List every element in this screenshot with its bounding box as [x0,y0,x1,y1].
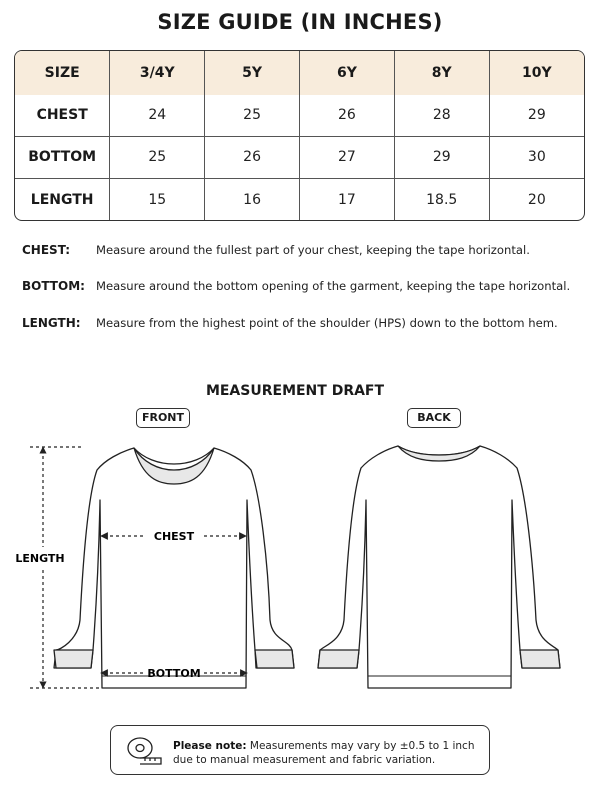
table-cell: 20 [489,179,584,220]
size-header-row [15,51,584,95]
table-cell: 26 [299,95,394,136]
measurement-note [110,725,490,775]
definition-term: LENGTH: [22,316,81,330]
back-right-cuff [520,650,560,668]
note-line2: due to manual measurement and fabric variation. [173,754,436,766]
back-sweatshirt-drawing [318,446,560,688]
front-left-cuff [54,650,93,668]
size-header-label: SIZE [15,51,110,95]
size-col-header: 3/4Y [110,51,205,95]
table-row [15,95,584,136]
front-right-cuff [255,650,294,668]
table-cell: 18.5 [394,179,489,220]
definition-term: CHEST: [22,243,71,257]
measurement-draft [0,430,600,725]
note-text [173,739,483,767]
size-col-header: 8Y [394,51,489,95]
size-table [14,50,585,221]
table-cell: 25 [205,95,300,136]
front-tag: FRONT [136,408,190,428]
definition-term: BOTTOM: [22,279,85,293]
table-cell: 16 [205,179,300,220]
chest-measure-label: CHEST [153,530,195,543]
back-tag: BACK [407,408,461,428]
table-row [15,179,584,220]
row-label-chest: CHEST [15,95,110,136]
table-cell: 15 [110,179,205,220]
definition-text: Measure around the bottom opening of the garment, keeping the tape horizontal. [96,279,571,293]
table-cell: 26 [205,136,300,178]
table-cell: 27 [299,136,394,178]
definition-text: Measure around the fullest part of your chest, keeping the tape horizontal. [96,243,530,257]
note-label: Please note: [173,740,247,752]
front-sweatshirt-drawing [54,448,294,688]
draft-title: MEASUREMENT DRAFT [205,383,385,399]
table-cell: 17 [299,179,394,220]
length-measure-label: LENGTH [15,552,65,565]
row-label-bottom: BOTTOM [15,136,110,178]
definition-text: Measure from the highest point of the shoulder (HPS) down to the bottom hem. [96,316,558,330]
table-row [15,136,584,178]
size-col-header: 10Y [489,51,584,95]
note-line1: Measurements may vary by ±0.5 to 1 inch [246,740,475,752]
bottom-measure-label: BOTTOM [147,667,201,680]
row-label-length: LENGTH [15,179,110,220]
table-cell: 30 [489,136,584,178]
table-cell: 29 [394,136,489,178]
table-cell: 25 [110,136,205,178]
page-title: SIZE GUIDE (IN INCHES) [157,10,443,34]
table-cell: 28 [394,95,489,136]
back-left-cuff [318,650,359,668]
table-cell: 29 [489,95,584,136]
table-cell: 24 [110,95,205,136]
tape-measure-icon [125,734,165,773]
size-col-header: 6Y [299,51,394,95]
size-col-header: 5Y [205,51,300,95]
